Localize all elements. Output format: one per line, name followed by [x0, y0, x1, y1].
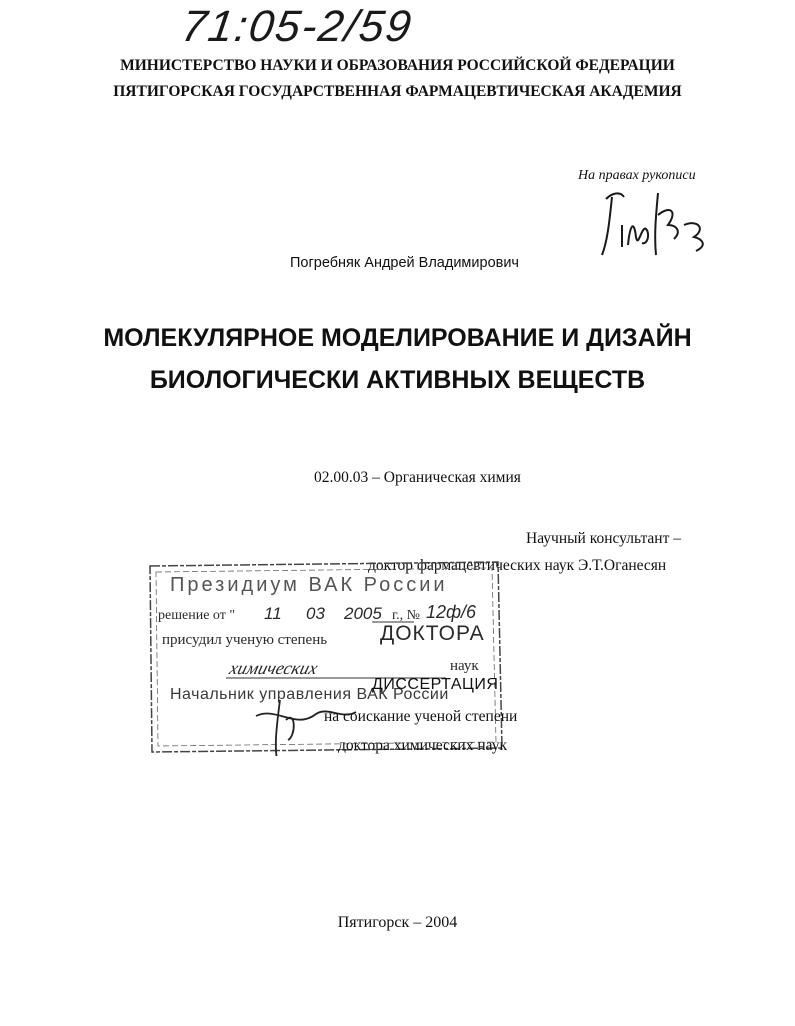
stamp-sciences: наук: [450, 658, 479, 674]
consultant-label: Научный консультант –: [526, 530, 681, 547]
manuscript-rights-note: На правах рукописи: [578, 168, 696, 183]
stamp-g-no: г., №: [392, 608, 421, 623]
consultant-name: доктор фармацевтических наук Э.Т.Оганесян: [368, 557, 667, 574]
academy-header: ПЯТИГОРСКАЯ ГОСУДАРСТВЕННАЯ ФАРМАЦЕВТИЧЕСКАЯ АКАДЕМИЯ: [113, 83, 682, 100]
vak-stamp: [146, 560, 506, 756]
thesis-title-line-2: БИОЛОГИЧЕСКИ АКТИВНЫХ ВЕЩЕСТВ: [149, 366, 646, 394]
degree-line-2: доктора химических наук: [338, 737, 507, 754]
degree-line-1: на соискание ученой степени: [324, 708, 518, 725]
stamp-chief: Начальник управления ВАК России: [170, 686, 449, 703]
archive-number: 71:05-2/59: [178, 2, 416, 51]
author-signature: [598, 185, 718, 265]
stamp-field-handwritten: химических: [227, 658, 321, 678]
stamp-header: Президиум ВАК России: [170, 574, 448, 596]
stamp-date-year: 2005: [344, 604, 382, 623]
author-name: Погребняк Андрей Владимирович: [290, 255, 519, 271]
ministry-header: МИНИСТЕРСТВО НАУКИ И ОБРАЗОВАНИЯ РОССИЙСКОЙ ФЕДЕРАЦИИ: [120, 57, 675, 74]
dissertation-label: ДИССЕРТАЦИЯ: [372, 676, 499, 693]
stamp-date-day: 11: [264, 604, 282, 623]
stamp-protocol-number: 12ф/6: [426, 602, 477, 622]
thesis-title-line-1: МОЛЕКУЛЯРНОЕ МОДЕЛИРОВАНИЕ И ДИЗАЙН: [103, 324, 692, 352]
stamp-decision-prefix: решение от ": [158, 608, 236, 623]
stamp-awarded-text: присудил ученую степень: [162, 632, 328, 648]
city-year: Пятигорск – 2004: [337, 914, 458, 931]
specialty-code: 02.00.03 – Органическая химия: [314, 469, 521, 486]
stamp-date-month: 03: [306, 604, 325, 623]
stamp-degree-word: ДОКТОРА: [380, 622, 485, 645]
